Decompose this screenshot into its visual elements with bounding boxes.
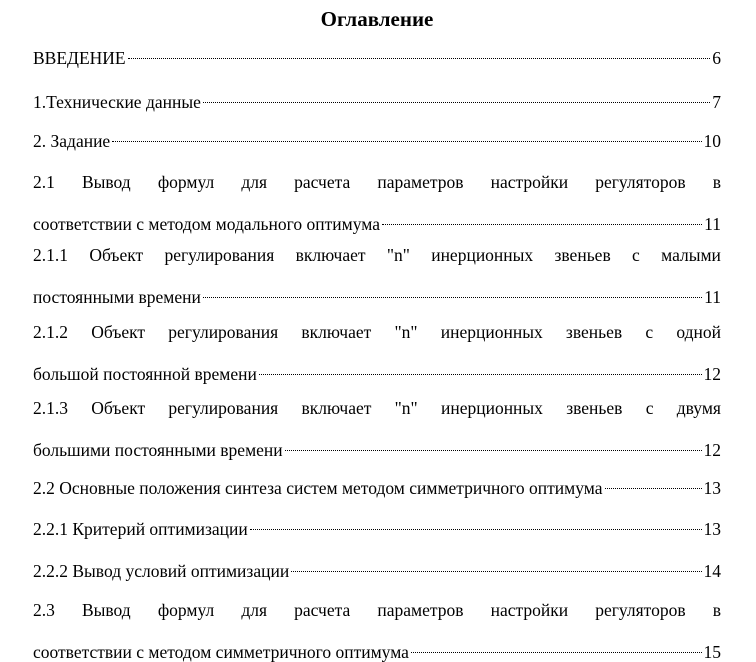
toc-entry-text: соответствии с методом симметричного оптимума <box>33 642 409 662</box>
toc-entry-line-2 <box>33 360 721 384</box>
toc-entry[interactable] <box>33 245 721 307</box>
dot-leader <box>259 360 702 380</box>
toc-entry-word: "n" <box>394 322 418 342</box>
toc-entry-word: инерционных <box>431 245 534 265</box>
dot-leader <box>382 210 702 230</box>
toc-entry[interactable] <box>33 44 721 68</box>
toc-entry-word: 2.1.2 <box>33 322 68 342</box>
toc-entry-line-1 <box>33 398 721 418</box>
toc-entry-word: "n" <box>394 398 418 418</box>
toc-entry[interactable] <box>33 172 721 234</box>
toc-entry-line-1 <box>33 172 721 192</box>
toc-entry-line-2 <box>33 283 721 307</box>
toc-entry-word: звеньев <box>566 398 623 418</box>
toc-entry-word: регулирования <box>164 245 275 265</box>
toc-entry-text: большой постоянной времени <box>33 364 257 384</box>
toc-entry-line <box>33 44 721 68</box>
toc-entry-word: Объект <box>91 398 146 418</box>
toc-entry-word: 2.1 <box>33 172 55 192</box>
dot-leader <box>291 557 701 577</box>
toc-entry-line <box>33 88 721 112</box>
toc-entry-text: 1.Технические данные <box>33 92 201 112</box>
toc-entry-word: 2.1.3 <box>33 398 68 418</box>
toc-entry[interactable] <box>33 515 721 539</box>
toc-title: Оглавление <box>320 7 434 31</box>
toc-entry-page-number: 15 <box>703 642 721 662</box>
toc-entry-line <box>33 515 721 539</box>
toc-entry-line-1 <box>33 322 721 342</box>
toc-entry-word: параметров <box>377 600 464 620</box>
dot-leader <box>411 638 702 658</box>
toc-entry[interactable] <box>33 322 721 384</box>
toc-entry[interactable] <box>33 557 721 581</box>
toc-entry[interactable] <box>33 127 721 151</box>
dot-leader <box>605 474 702 494</box>
toc-entry-line-2 <box>33 436 721 460</box>
toc-entry-word: инерционных <box>440 398 543 418</box>
toc-entry-word: регулирования <box>168 398 279 418</box>
toc-entry-text: 2.2.2 Вывод условий оптимизации <box>33 561 290 581</box>
toc-entry-word: регуляторов <box>595 172 686 192</box>
toc-entry-word: в <box>712 172 721 192</box>
dot-leader <box>128 44 711 64</box>
toc-entry-text: 2. Задание <box>33 131 111 151</box>
toc-entry-word: в <box>712 600 721 620</box>
toc-entry-page-number: 11 <box>704 287 721 307</box>
toc-entry-page-number: 12 <box>703 364 721 384</box>
toc-entry-line-2 <box>33 210 721 234</box>
toc-entry-page-number: 13 <box>703 478 721 498</box>
toc-entry-line <box>33 127 721 151</box>
dot-leader <box>203 88 710 108</box>
toc-entry-page-number: 6 <box>712 48 721 68</box>
toc-entry-word: одной <box>676 322 721 342</box>
toc-entry-page-number: 13 <box>703 519 721 539</box>
toc-entry[interactable] <box>33 88 721 112</box>
toc-entry-page-number: 10 <box>703 131 721 151</box>
toc-entry-word: Вывод <box>81 172 131 192</box>
toc-entry-line-1 <box>33 245 721 265</box>
toc-entry-word: параметров <box>377 172 464 192</box>
toc-entry[interactable] <box>33 474 721 498</box>
toc-entry-word: для <box>241 172 267 192</box>
toc-entry-word: с <box>645 398 654 418</box>
toc-entry-word: малыми <box>661 245 721 265</box>
dot-leader <box>112 127 701 147</box>
toc-entry-line-2 <box>33 638 721 662</box>
toc-entry-word: двумя <box>676 398 721 418</box>
toc-entry-word: звеньев <box>554 245 611 265</box>
toc-entry-word: с <box>632 245 640 265</box>
toc-entry-word: настройки <box>490 600 569 620</box>
toc-entry-text: постоянными времени <box>33 287 201 307</box>
toc-entry-word: формул <box>157 600 215 620</box>
toc-entry-page-number: 7 <box>712 92 721 112</box>
toc-entry-word: регулирования <box>168 322 279 342</box>
toc-entry-word: включает <box>301 398 372 418</box>
toc-entry-word: регуляторов <box>595 600 686 620</box>
toc-entry-word: Объект <box>91 322 146 342</box>
toc-entry-word: 2.1.1 <box>33 245 68 265</box>
dot-leader <box>285 436 702 456</box>
toc-entry-word: расчета <box>294 600 351 620</box>
toc-entry-page-number: 11 <box>704 214 721 234</box>
toc-entry-text: 2.2.1 Критерий оптимизации <box>33 519 248 539</box>
toc-entry[interactable] <box>33 398 721 460</box>
toc-entry-page-number: 14 <box>703 561 721 581</box>
toc-entry-word: для <box>241 600 267 620</box>
toc-entry-word: настройки <box>490 172 569 192</box>
toc-entry-word: включает <box>295 245 366 265</box>
toc-entry-word: Объект <box>89 245 144 265</box>
toc-entry-word: инерционных <box>440 322 543 342</box>
toc-entry-text: 2.2 Основные положения синтеза систем методом симметричного оптимума <box>33 478 603 498</box>
dot-leader <box>250 515 702 535</box>
dot-leader <box>203 283 702 303</box>
toc-entry-word: с <box>645 322 654 342</box>
toc-entry-word: "n" <box>386 245 410 265</box>
toc-entry-word: звеньев <box>565 322 623 342</box>
toc-entry-word: формул <box>157 172 215 192</box>
toc-entry-text: большими постоянными времени <box>33 440 283 460</box>
toc-entry-page-number: 12 <box>703 440 721 460</box>
toc-entry-text: соответствии с методом модального оптимума <box>33 214 380 234</box>
toc-entry-word: Вывод <box>81 600 131 620</box>
toc-entry-line-1 <box>33 600 721 620</box>
toc-entry-word: включает <box>301 322 372 342</box>
toc-entry-text: ВВЕДЕНИЕ <box>33 48 126 68</box>
toc-entry-line <box>33 557 721 581</box>
toc-entry[interactable] <box>33 600 721 662</box>
toc-entry-line <box>33 474 721 498</box>
toc-entry-word: 2.3 <box>33 600 55 620</box>
toc-entry-word: расчета <box>294 172 351 192</box>
